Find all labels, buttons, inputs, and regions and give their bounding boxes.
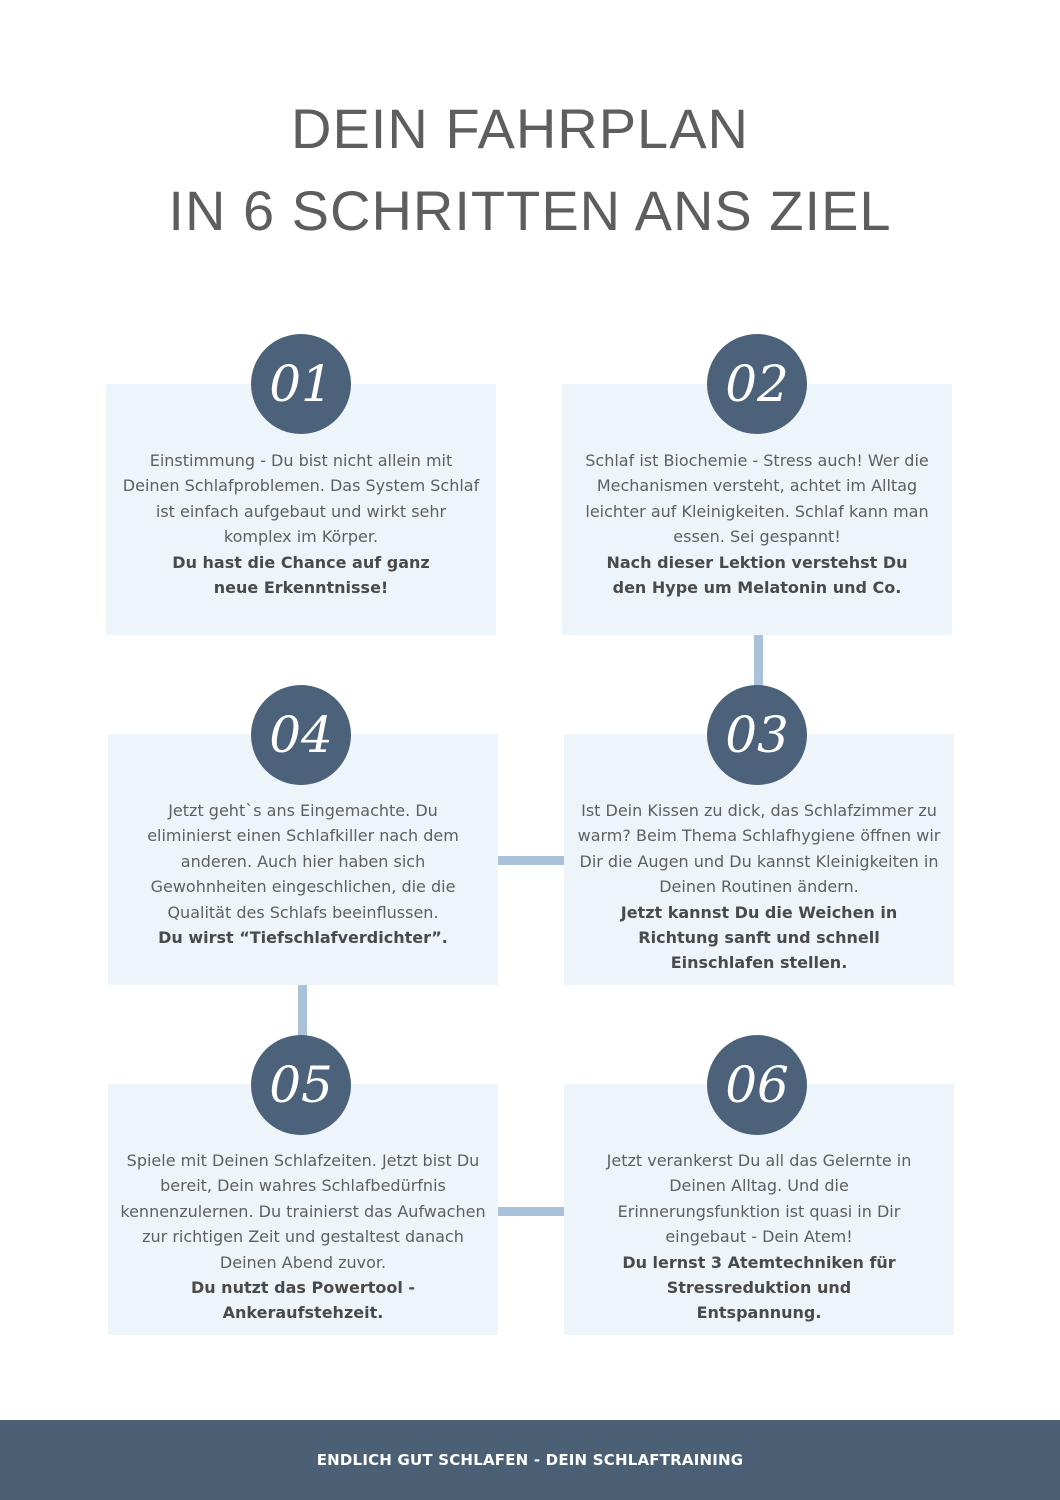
step-highlight: Du nutzt das Powertool - Ankeraufstehzeit. (190, 1278, 416, 1323)
step-text: Schlaf ist Biochemie - Stress auch! Wer die Mechanismen versteht, achtet im Alltag leichter auf Kleinigkeiten. Schlaf kann man essen. Sei gespannt! (585, 451, 929, 547)
page-title-line-1: DEIN FAHRPLAN (291, 97, 749, 160)
step-highlight: Du hast die Chance auf ganz neue Erkenntnisse! (172, 552, 430, 598)
step-description (132, 798, 474, 950)
step-text: Jetzt verankerst Du all das Gelernte in Deinen Alltag. Und die Erinnerungsfunktion ist quasi in Dir eingebaut - Dein Atem! (606, 1151, 912, 1247)
step-text: Spiele mit Deinen Schlafzeiten. Jetzt bist Du bereit, Dein wahres Schlafbedürfnis kennenzulernen. Du trainierst das Aufwachen zur richtigen Zeit und gestaltest danach Deinen Abend zuvor. (120, 1151, 486, 1272)
connector-04-05 (298, 985, 307, 1037)
step-highlight: Jetzt kannst Du die Weichen in Richtung sanft und schnell Einschlafen stellen. (620, 902, 898, 973)
step-text: Einstimmung - Du bist nicht allein mit Deinen Schlafproblemen. Das System Schlaf ist einfach aufgebaut und wirkt sehr komplex im Körper. (122, 451, 480, 547)
step-description (604, 1148, 914, 1326)
step-number-badge-05: 05 (251, 1035, 351, 1135)
step-description (574, 798, 944, 976)
step-description (120, 448, 482, 600)
step-highlight: Du wirst “Tiefschlafverdichter”. (158, 928, 448, 948)
step-number-badge-04: 04 (251, 685, 351, 785)
footer-bar (0, 1420, 1060, 1500)
step-number-badge-01: 01 (251, 334, 351, 434)
step-description (576, 448, 938, 600)
step-number-badge-03: 03 (707, 685, 807, 785)
connector-03-04 (497, 856, 564, 865)
page-title-line-2: IN 6 SCHRITTEN ANS ZIEL (168, 179, 892, 242)
step-highlight: Du lernst 3 Atemtechniken für Stressreduktion und Entspannung. (622, 1252, 896, 1323)
step-description (120, 1148, 486, 1326)
connector-02-03 (754, 635, 763, 687)
footer-text: ENDLICH GUT SCHLAFEN - DEIN SCHLAFTRAINING (316, 1451, 744, 1469)
step-number-badge-02: 02 (707, 334, 807, 434)
connector-05-06 (497, 1207, 564, 1216)
step-number-badge-06: 06 (707, 1035, 807, 1135)
step-text: Ist Dein Kissen zu dick, das Schlafzimmer zu warm? Beim Thema Schlafhygiene öffnen wir Dir die Augen und Du kannst Kleinigkeiten in Deinen Routinen ändern. (577, 801, 941, 897)
step-text: Jetzt geht`s ans Eingemachte. Du eliminierst einen Schlafkiller nach dem anderen. Auch hier haben sich Gewohnheiten eingeschlichen, die die Qualität des Schlafs beeinflussen. (147, 801, 459, 922)
step-highlight: Nach dieser Lektion verstehst Du den Hype um Melatonin und Co. (606, 552, 908, 598)
